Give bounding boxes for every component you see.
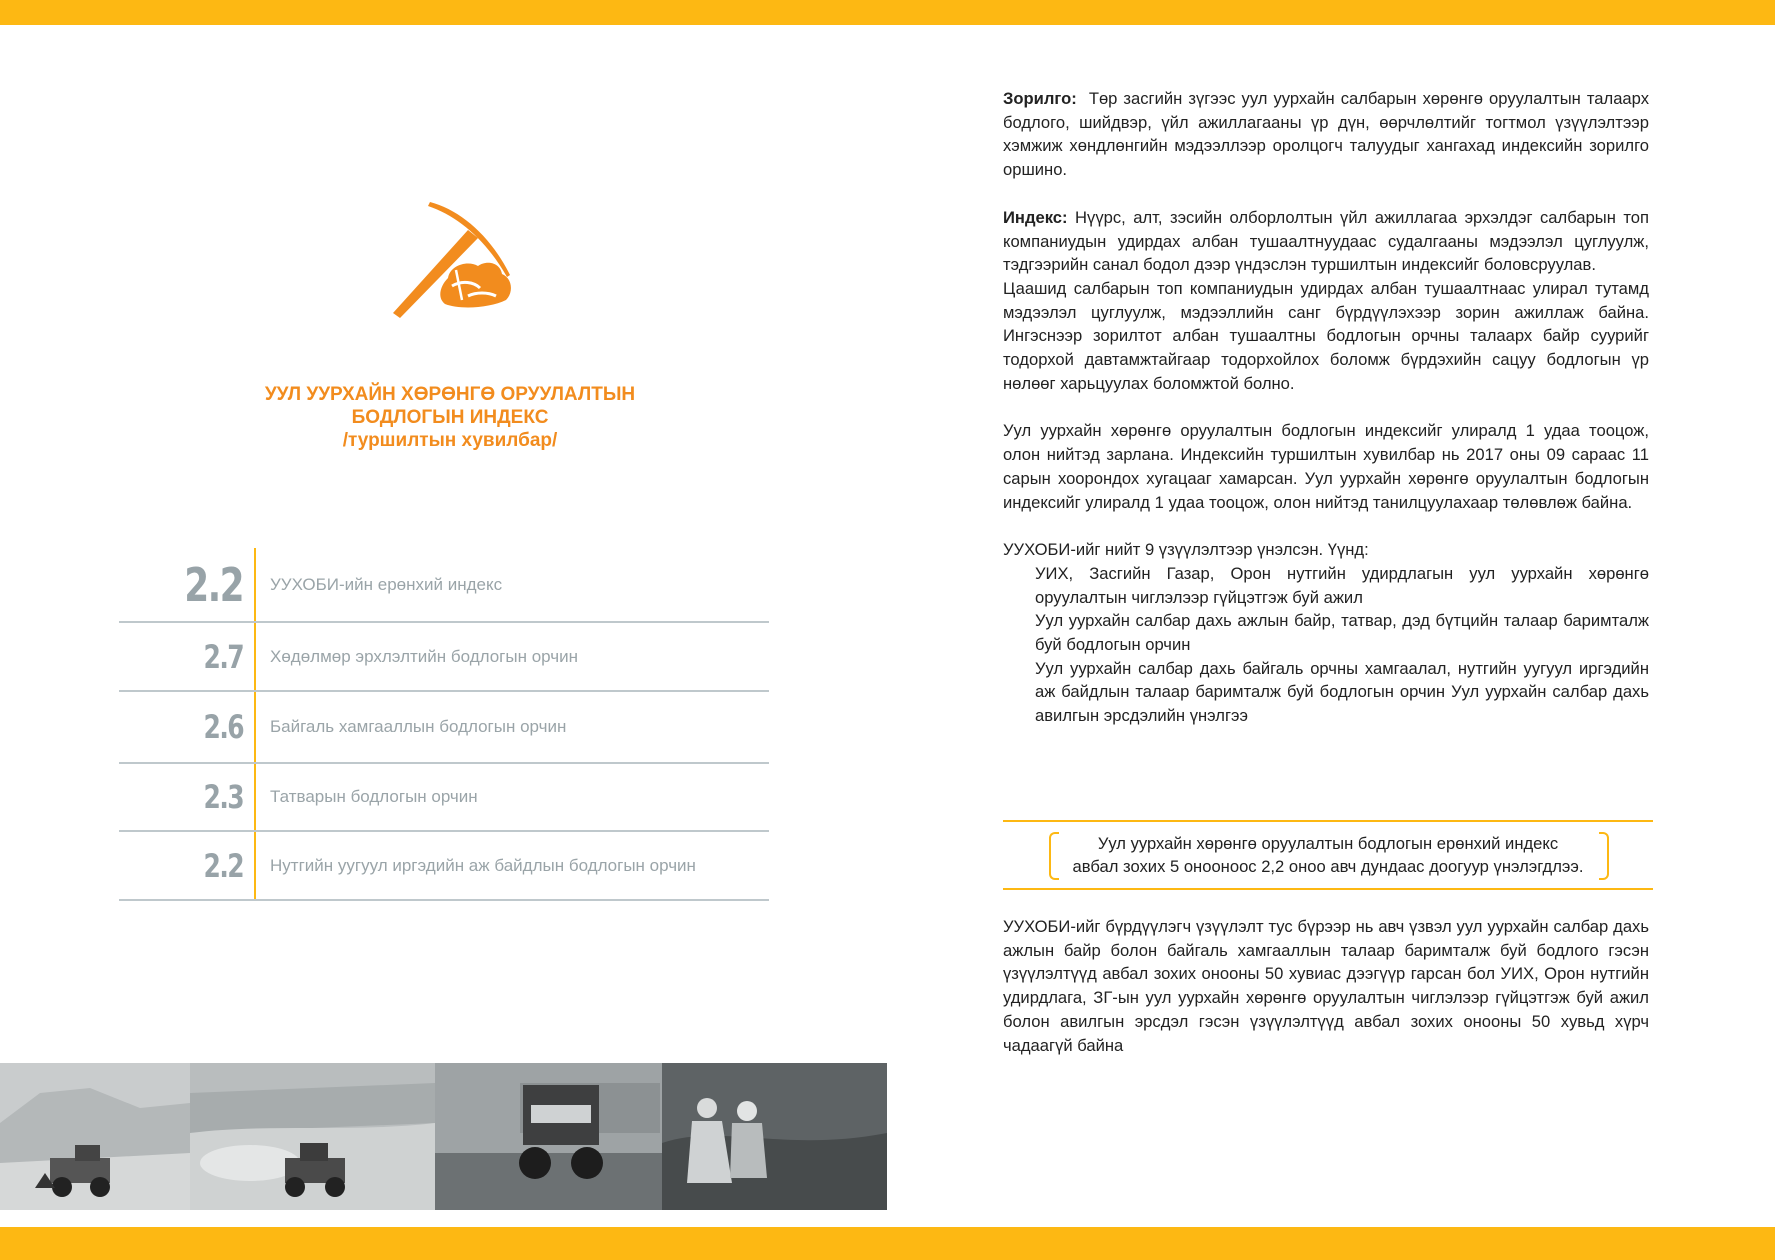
eval-item: УИХ, Засгийн Газар, Орон нутгийн удирдлагын уул уурхайн хөрөнгө оруулалтын чиглэлээр гүйцэтгэж буй ажил: [1035, 563, 1649, 607]
table-row: [119, 692, 769, 764]
score-label: УУХОБИ-ийн ерөнхий индекс: [270, 574, 503, 594]
index-score-table: [119, 548, 769, 901]
score-label: Байгаль хамгааллын бодлогын орчин: [270, 717, 567, 736]
callout-line-2: авбал зохих 5 онооноос 2,2 оноо авч дундаас доогуур үнэлэгдлээ.: [1072, 857, 1584, 876]
eval-item: Уул уурхайн салбар дахь ажлын байр, татвар, дэд бүтцийн талаар баримталж буй бодлогын орчин: [1035, 611, 1649, 655]
eval-intro: УУХОБИ-ийг нийт 9 үзүүлэлтээр үнэлсэн. Үүнд:: [1003, 540, 1369, 560]
mining-photo-strip: [0, 1063, 887, 1210]
callout-line-1: Уул уурхайн хөрөнгө оруулалтын бодлогын ерөнхий индекс: [1097, 834, 1559, 853]
eval-item: Уул уурхайн салбар дахь байгаль орчны хамгаалал, нутгийн уугуул иргэдийн аж байдлын талаар баримталж буй бодлогын орчин Уул уурхайн салбар дахь авилгын эрсдэлийн үнэлгээ: [1035, 658, 1649, 726]
miners-photo: [662, 1063, 887, 1210]
table-row: [119, 764, 769, 832]
index-paragraph: [1003, 206, 1649, 277]
mine-bulldozer-photo: [190, 1063, 435, 1210]
index-label: Индекс:: [1003, 207, 1068, 227]
summary-callout: [1003, 820, 1653, 890]
score-label: Хөдөлмөр эрхлэлтийн бодлогын орчин: [270, 646, 578, 666]
future-paragraph: Цаашид салбарын топ компаниудын удирдах албан тушаалтнаас улирал тутамд мэдээлэл цуглуулж, мэдээллийн санг бүрдүүлэхээр зорин ажиллаж байна. Ингэснээр зорилтот албан тушаалтны бодлогын орчны талаарх байр суурийг тодорхой давтамжтайгаар тодорхойлох боломж бүрдэхийн сацуу бодлогын үр нөлөөг харьцуулах боломжтой болно.: [1003, 278, 1649, 393]
bottom-color-band: [0, 1227, 1775, 1260]
index-text: Нүүрс, алт, зэсийн олборлолтын үйл ажиллагаа эрхэлдэг салбарын топ компаниудын удирдах албан тушаалтнуудаас судалгааны мэдээлэл цуглуулж, тэдгээрийн санал бодол дээр үндэслэн туршилтын индексийг боловсруулав.: [1003, 207, 1649, 275]
title-line-1: УУЛ УУРХАЙН ХӨРӨНГӨ ОРУУЛАЛТЫН: [264, 384, 636, 405]
score-label: Нутгийн уугуул иргэдийн аж байдлын бодлогын орчин: [270, 855, 696, 875]
title-line-2: БОДЛОГЫН ИНДЕКС: [351, 407, 549, 428]
goal-paragraph: [1003, 87, 1649, 182]
table-row: [119, 832, 769, 901]
table-row: [119, 623, 769, 692]
index-title: [200, 383, 700, 452]
top-color-band: [0, 0, 1775, 25]
table-row: [119, 548, 769, 623]
description-column: [1003, 87, 1649, 728]
score-value: 2.7: [203, 637, 244, 676]
score-value: 2.3: [203, 778, 244, 816]
goal-text: Төр засгийн зүгээс уул уурхайн салбарын хөрөнгө оруулалтын талаарх бодлого, шийдвэр, үйл ажиллагааны үр дүн, өөрчлөлтийг тогтмол үзүүлэлтээр хэмжиж хөндлөнгийн мэдээллээр оролцогч талуудыг хангахад индексийн зорилго оршино.: [1003, 89, 1649, 180]
score-value: 2.2: [203, 846, 244, 885]
mine-loader-photo: [0, 1063, 190, 1210]
goal-label: Зорилго:: [1003, 89, 1077, 108]
conclusion-paragraph: УУХОБИ-ийг бүрдүүлэгч үзүүлэлт тус бүрээр нь авч үзвэл уул уурхайн салбар дахь ажлын байр болон байгаль хамгааллын талаар баримталж буй бодлого гэсэн үзүүлэлтүүд авбал зохих онооны 50 хувиас дээгүүр гарсан бол УИХ, Орон нутгийн удирдлага, ЗГ-ын уул уурхайн хөрөнгө оруулалтын чиглэлээр гүйцэтгэж буй ажил болон авилгын эрсдэл гэсэн үзүүлэлтүүд авбал зохих онооны 50 хувьд хүрч чадаагүй байна: [1003, 917, 1649, 1055]
score-value: 2.6: [203, 708, 244, 746]
period-paragraph: Уул уурхайн хөрөнгө оруулалтын бодлогын индексийг улиралд 1 удаа тооцож, олон нийтэд зарлана. Индексийн туршилтын хувилбар нь 2017 оны 09 сараас 11 сарын хоорондох хугацааг хамарсан. Уул уурхайн хөрөнгө оруулалтын бодлогын индексийг улиралд 1 удаа тооцож, олон нийтэд танилцуулахаар төлөвлөж байна.: [1003, 421, 1649, 512]
haul-truck-photo: [435, 1063, 662, 1210]
pickaxe-ore-icon: [390, 200, 520, 330]
score-label: Татварын бодлогын орчин: [270, 787, 478, 806]
title-subtitle: /туршилтын хувилбар/: [342, 430, 558, 451]
score-value: 2.2: [184, 557, 244, 612]
